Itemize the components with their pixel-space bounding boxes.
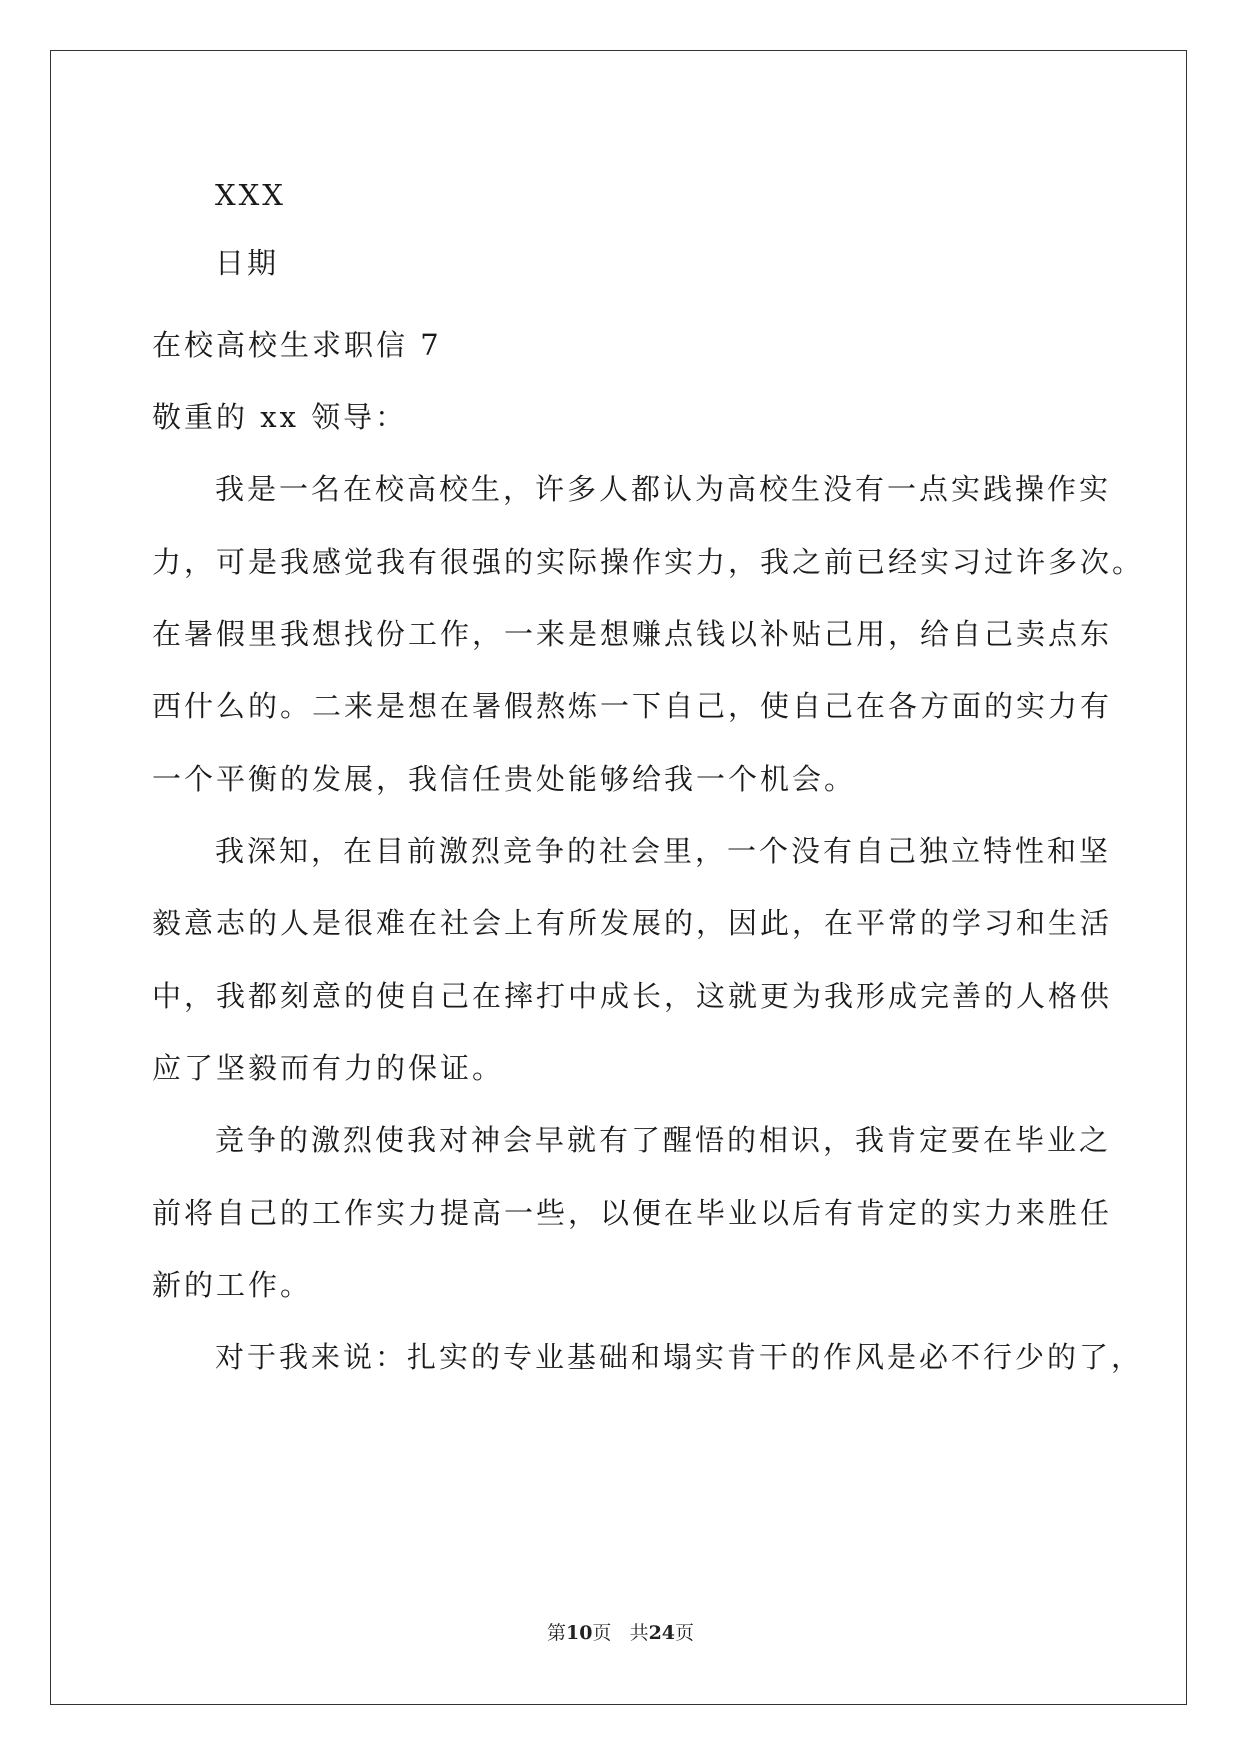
body-line: 新的工作。 [152, 1268, 313, 1302]
body-line: 在暑假里我想找份工作，一来是想赚点钱以补贴己用，给自己卖点东 [152, 617, 1113, 651]
total-pages: 24 [648, 1622, 676, 1644]
body-line: 我是一名在校高校生，许多人都认为高校生没有一点实践操作实 [215, 472, 1112, 506]
signature-name: XXX [215, 178, 286, 212]
total-suffix: 页 [675, 1622, 695, 1644]
body-line: 我深知，在目前激烈竞争的社会里，一个没有自己独立特性和坚 [215, 834, 1112, 868]
body-line: 应了坚毅而有力的保证。 [152, 1051, 505, 1085]
body-line: 中，我都刻意的使自己在摔打中成长，这就更为我形成完善的人格供 [152, 979, 1113, 1013]
body-line: 对于我来说：扎实的专业基础和塌实肯干的作风是必不行少的了， [215, 1340, 1144, 1374]
page-prefix: 第 [546, 1622, 566, 1644]
body-line: 力，可是我感觉我有很强的实际操作实力，我之前已经实习过许多次。 [152, 545, 1145, 579]
page-border [50, 50, 1187, 1705]
page-suffix: 页 [592, 1622, 612, 1644]
page-footer [0, 1618, 1241, 1645]
section-title: 在校高校生求职信 7 [152, 328, 442, 362]
total-prefix: 共 [629, 1622, 649, 1644]
salutation: 敬重的 xx 领导： [152, 400, 408, 434]
body-line: 竞争的激烈使我对神会早就有了醒悟的相识，我肯定要在毕业之 [215, 1123, 1112, 1157]
body-line: 毅意志的人是很难在社会上有所发展的，因此，在平常的学习和生活 [152, 906, 1113, 940]
body-line: 一个平衡的发展，我信任贵处能够给我一个机会。 [152, 762, 857, 796]
page-number: 10 [565, 1622, 593, 1644]
body-line: 西什么的。二来是想在暑假熬炼一下自己，使自己在各方面的实力有 [152, 689, 1113, 723]
body-line: 前将自己的工作实力提高一些，以便在毕业以后有肯定的实力来胜任 [152, 1196, 1113, 1230]
signature-date: 日期 [215, 246, 280, 280]
